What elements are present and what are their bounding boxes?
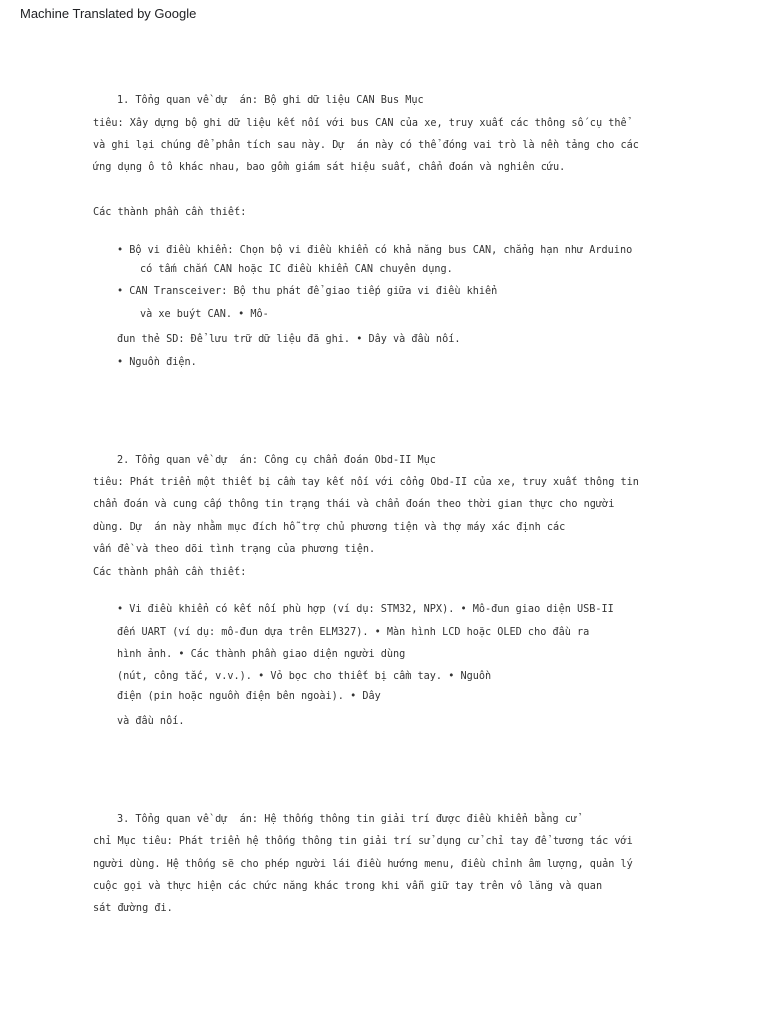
section-2-component-line: (nút, công tắc, v.v.). • Vỏ bọc cho thiết bị cầm tay. • Nguồn xyxy=(117,671,492,682)
section-2-components-heading: Các thành phần cần thiết: xyxy=(93,567,247,578)
section-1-component-line: • CAN Transceiver: Bộ thu phát để giao tiếp giữa vi điều khiển xyxy=(117,286,498,297)
section-2-component-line: điện (pin hoặc nguồn điện bên ngoài). • Dây xyxy=(117,691,381,702)
section-1-desc-line: và ghi lại chúng để phân tích sau này. Dự án này có thể đóng vai trò là nền tảng cho các xyxy=(93,140,639,151)
section-2-desc-line: vấn đề và theo dõi tình trạng của phương tiện. xyxy=(93,544,376,555)
section-3-desc-line: sát đường đi. xyxy=(93,903,173,914)
section-1-component-line: có tấm chắn CAN hoặc IC điều khiển CAN chuyên dụng. xyxy=(140,264,453,275)
section-1-component-line: và xe buýt CAN. • Mô- xyxy=(140,309,269,320)
section-3-desc-line: người dùng. Hệ thống sẽ cho phép người lái điều hướng menu, điều chỉnh âm lượng, quản lý xyxy=(93,859,633,870)
section-1-title: 1. Tổng quan về dự án: Bộ ghi dữ liệu CAN Bus Mục xyxy=(117,95,424,106)
section-2-component-line: • Vi điều khiển có kết nối phù hợp (ví dụ: STM32, NPX). • Mô-đun giao diện USB-II xyxy=(117,604,614,615)
section-1-component-line: • Nguồn điện. xyxy=(117,357,197,368)
section-3-desc-line: chỉ Mục tiêu: Phát triển hệ thống thông tin giải trí sử dụng cử chỉ tay để tương tác với xyxy=(93,836,633,847)
section-1-component-line: đun thẻ SD: Để lưu trữ dữ liệu đã ghi. • Dây và đầu nối. xyxy=(117,334,461,345)
section-2-component-line: hình ảnh. • Các thành phần giao diện người dùng xyxy=(117,649,406,660)
section-1-component-line: • Bộ vi điều khiển: Chọn bộ vi điều khiển có khả năng bus CAN, chẳng hạn như Arduino xyxy=(117,245,633,256)
section-1-desc-line: tiêu: Xây dựng bộ ghi dữ liệu kết nối với bus CAN của xe, truy xuất các thông số cụ thể xyxy=(93,118,627,129)
section-2-desc-line: chẩn đoán và cung cấp thông tin trạng thái và chẩn đoán theo thời gian thực cho người xyxy=(93,499,615,510)
section-1-desc-line: ứng dụng ô tô khác nhau, bao gồm giám sát hiệu suất, chẩn đoán và nghiên cứu. xyxy=(93,162,566,173)
section-2-desc-line: tiêu: Phát triển một thiết bị cầm tay kết nối với cổng Obd-II của xe, truy xuất thông tin xyxy=(93,477,639,488)
section-2-component-line: và đầu nối. xyxy=(117,716,185,727)
section-2-title: 2. Tổng quan về dự án: Công cụ chẩn đoán Obd-II Mục xyxy=(117,455,436,466)
section-2-desc-line: dùng. Dự án này nhằm mục đích hỗ trợ chủ phương tiện và thợ máy xác định các xyxy=(93,522,566,533)
section-3-desc-line: cuộc gọi và thực hiện các chức năng khác trong khi vẫn giữ tay trên vô lăng và quan xyxy=(93,881,603,892)
section-2-component-line: đến UART (ví dụ: mô-đun dựa trên ELM327). • Màn hình LCD hoặc OLED cho đầu ra xyxy=(117,627,590,638)
section-1-components-heading: Các thành phần cần thiết: xyxy=(93,207,247,218)
section-3-title: 3. Tổng quan về dự án: Hệ thống thông tin giải trí được điều khiển bằng cử xyxy=(117,814,578,825)
machine-translation-banner: Machine Translated by Google xyxy=(20,6,197,21)
